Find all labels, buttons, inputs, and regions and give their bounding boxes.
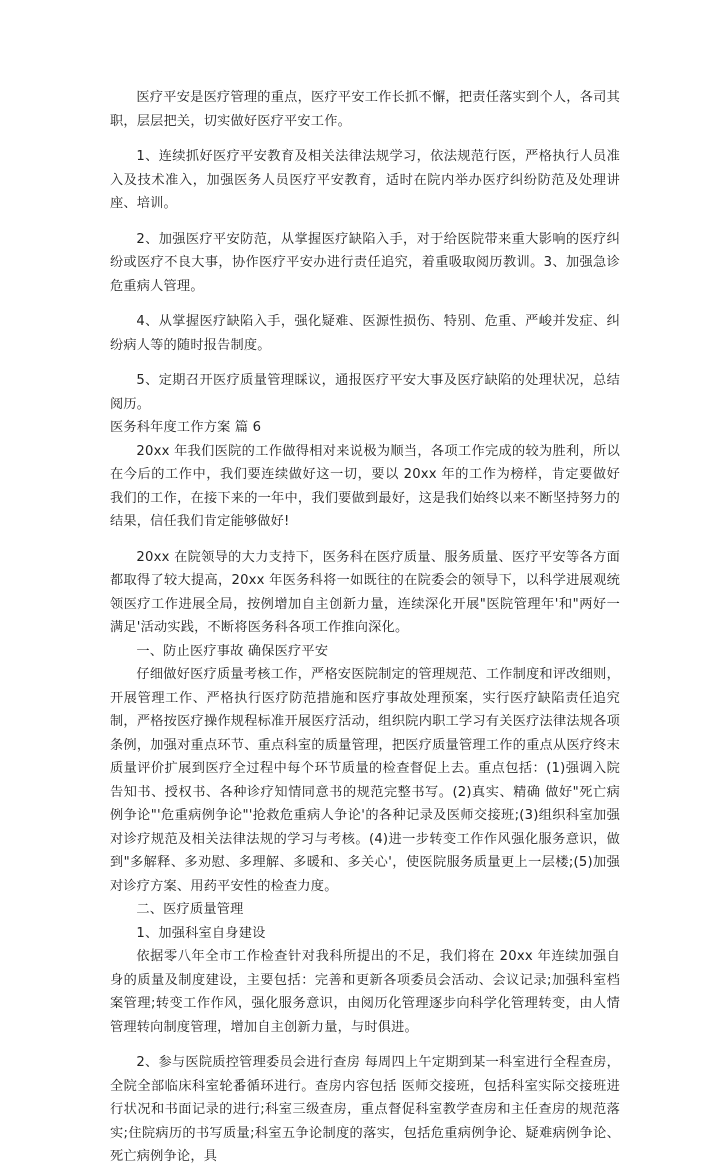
paragraph-quality-assessment: 仔细做好医疗质量考核工作，严格安医院制定的管理规范、工作制度和评改细则，开展管理工作、严格执行医疗防范措施和医疗事故处理预案，实行医疗缺陷责任追究制，严格按医疗操作规程标准开展医疗活动，组织院内职工学习有关医疗法律法规各项条例，加强对重点环节、重点科室的质量管理，把医疗质量管理工作的重点从医疗终末质量评价扩展到医疗全过程中每个环节质量的检查督促上去。重点包括：(1)强调入院告知书、授权书、各种诊疗知情同意书的规范完整书写。(2)真实、精确 做好"死亡病例争论"'危重病例争论"'抢救危重病人争论'的各种记录及医师交接班;(3)组织科室加强对诊疗规范及相关法律法规的学习与考核。(4)进一步转变工作作风强化服务意识，做到"多解释、多劝慰、多理解、多暖和、多关心'，使医院服务质量更上一层楼;(5)加强对诊疗方案、用药平安性的检查力度。 (110, 667, 620, 894)
subheading-prevent-accidents: 一、防止医疗事故 确保医疗平安 (136, 643, 329, 659)
subheading-quality-management: 二、医疗质量管理 (136, 902, 244, 917)
paragraph-medical-safety-intro: 医疗平安是医疗管理的重点，医疗平安工作长抓不懈，把责任落实到个人，各司其职，层层把关，切实做好医疗平安工作。 (110, 90, 620, 129)
paragraph-20xx-plan: 20xx 在院领导的大力支持下，医务科在医疗质量、服务质量、医疗平安等各方面都取得了较大提高，20xx 年医务科将一如既往的在院委会的领导下，以科学进展观统领医疗工作进展全局，按例增加自主创新力量，连续深化开展"医院管理年'和"两好一满足'活动实践，不断将医务科各项工作推向深化。 (110, 549, 620, 635)
section-heading-plan-6: 医务科年度工作方案 篇 6 (110, 420, 262, 435)
paragraph-item-2: 2、加强医疗平安防范，从掌握医疗缺陷入手，对于给医院带来重大影响的医疗纠纷或医疗不良大事，协作医疗平安办进行责任追究，着重吸取阅历教训。3、加强急诊危重病人管理。 (110, 231, 620, 294)
paragraph-item-4: 4、从掌握医疗缺陷入手，强化疑难、医源性损伤、特别、危重、严峻并发症、纠纷病人等的随时报告制度。 (110, 314, 620, 353)
paragraph-self-construction: 依据零八年全市工作检查针对我科所提出的不足，我们将在 20xx 年连续加强自身的质量及制度建设，主要包括：完善和更新各项委员会活动、会议记录;加强科室档案管理;转变工作作风，强化服务意识，由阅历化管理逐步向科学化管理转变，由人情管理转向制度管理，增加自主创新力量，与时俱进。 (110, 949, 620, 1035)
paragraph-item-1: 1、连续抓好医疗平安教育及相关法律法规学习，依法规范行医，严格执行人员准入及技术准入，加强医务人员医疗平安教育，适时在院内举办医疗纠纷防范及处理讲座、培训。 (110, 149, 620, 211)
paragraph-20xx-review: 20xx 年我们医院的工作做得相对来说极为顺当，各项工作完成的较为胜利，所以在今后的工作中，我们要连续做好这一切，要以 20xx 年的工作为榜样，肯定要做好我们的工作，在接下来的一年中，我们要做到最好，这是我们始终以来不断坚持努力的结果，信任我们肯定能够做好! (110, 443, 620, 529)
paragraph-ward-rounds: 2、参与医院质控管理委员会进行查房 每周四上午定期到某一科室进行全程查房，全院全部临床科室轮番循环进行。查房内容包括 医师交接班，包括科室实际交接班进行状况和书面记录的进行;科室三级查房，重点督促科室教学查房和主任查房的规范落实;住院病历的书写质量;科室五争论制度的落实，包括危重病例争论、疑难病例争论、死亡病例争论，具 (110, 1055, 620, 1164)
paragraph-item-5: 5、定期召开医疗质量管理睬议，通报医疗平安大事及医疗缺陷的处理状况，总结阅历。 (110, 373, 620, 412)
subheading-department-construction: 1、加强科室自身建设 (136, 925, 266, 941)
